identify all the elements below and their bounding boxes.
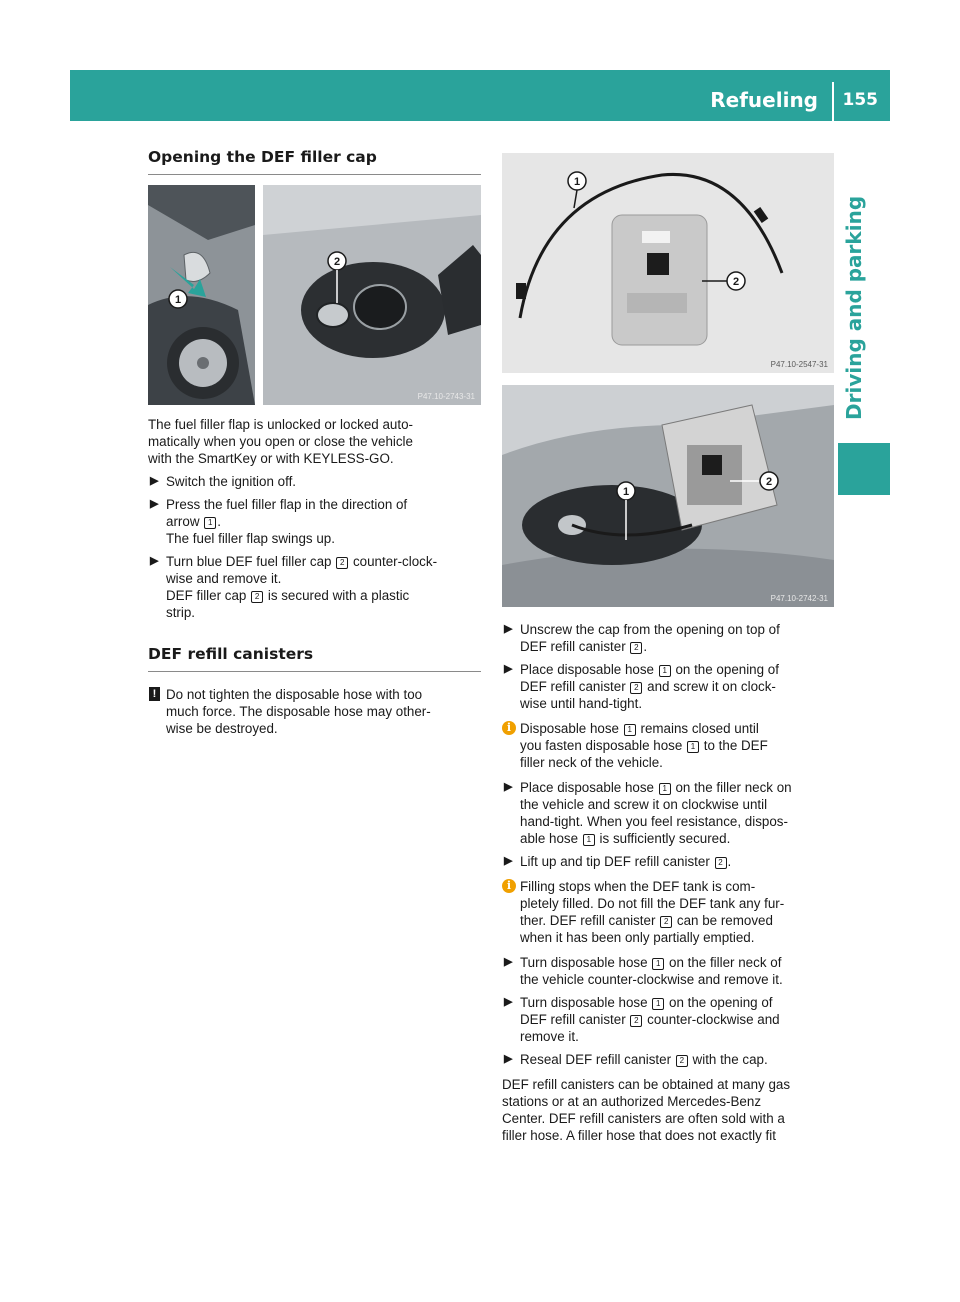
step-turn-hose-off-filler-neck <box>502 954 834 988</box>
callout-number: 1 <box>652 998 664 1010</box>
step-result: The fuel filler flap swings up. <box>166 531 335 546</box>
warning-note <box>148 686 481 737</box>
closing-line: filler hose. A filler hose that does not exactly fit <box>502 1128 776 1143</box>
step-text: on the filler neck of <box>669 955 782 970</box>
step-text: Unscrew the cap from the opening on top of <box>520 622 780 637</box>
step-text: counter-clockwise and <box>647 1012 780 1027</box>
note-text: ther. DEF refill canister <box>520 913 656 928</box>
step-text: with the cap. <box>692 1052 768 1067</box>
note-text: Filling stops when the DEF tank is com- <box>520 879 756 894</box>
callout-number: 1 <box>659 665 671 677</box>
callout-number: 2 <box>336 557 348 569</box>
callout-number: 2 <box>630 682 642 694</box>
right-column <box>502 153 834 1144</box>
callout-number: 1 <box>204 517 216 529</box>
step-text: . <box>643 639 648 654</box>
warning-line: much force. The disposable hose may other- <box>166 704 431 719</box>
closing-line: stations or at an authorized Mercedes-Benz <box>502 1094 762 1109</box>
callout-number: 1 <box>652 958 664 970</box>
closing-line: DEF refill canisters can be obtained at many gas <box>502 1077 791 1092</box>
step-text: Turn disposable hose <box>520 955 648 970</box>
step-text: the vehicle and screw it on clockwise until <box>520 797 768 812</box>
warning-line: wise be destroyed. <box>166 721 278 736</box>
step-unscrew-cap <box>502 621 834 655</box>
step-text: DEF refill canister <box>520 1012 626 1027</box>
step-place-hose-on-filler-neck <box>502 779 834 847</box>
callout-number: 2 <box>660 916 672 928</box>
intro-line: matically when you open or close the vehicle <box>148 434 413 449</box>
step-text: wise and remove it. <box>166 571 282 586</box>
callout-number: 2 <box>715 857 727 869</box>
figure-canister-on-vehicle <box>502 385 834 607</box>
step-arrow-icon: ▶ <box>504 781 513 793</box>
fuel-flap-illustration <box>148 185 481 405</box>
step-text: wise until hand-tight. <box>520 696 643 711</box>
note-text: can be removed <box>676 913 773 928</box>
warning-line: Do not tighten the disposable hose with too <box>166 687 423 702</box>
step-press-flap <box>148 496 481 547</box>
step-arrow-icon: ▶ <box>504 623 513 635</box>
note-text: pletely filled. Do not fill the DEF tank any fur- <box>520 896 785 911</box>
section-heading-def-refill-canisters: DEF refill canisters <box>148 645 481 672</box>
step-text: Turn blue DEF fuel filler cap <box>166 554 332 569</box>
step-text: Place disposable hose <box>520 780 654 795</box>
closing-paragraph <box>502 1076 834 1144</box>
callout-2: 2 <box>333 256 341 268</box>
callout-number: 2 <box>251 591 263 603</box>
callout-1: 1 <box>622 486 630 498</box>
callout-number: 2 <box>630 1015 642 1027</box>
step-text: Place disposable hose <box>520 662 654 677</box>
canister-on-vehicle-illustration <box>502 385 834 607</box>
callout-number: 2 <box>676 1055 688 1067</box>
callout-1: 1 <box>174 294 182 306</box>
warning-icon: ! <box>149 687 160 701</box>
info-icon: i <box>502 879 516 893</box>
note-text: filler neck of the vehicle. <box>520 755 663 770</box>
step-arrow-icon: ▶ <box>504 1053 513 1065</box>
step-arrow-icon: ▶ <box>150 498 159 510</box>
intro-line: The fuel filler flap is unlocked or locked auto- <box>148 417 413 432</box>
figure-code: P47.10-2742-31 <box>770 594 828 603</box>
step-text: . <box>217 514 221 529</box>
chapter-side-label: Driving and parking <box>842 195 866 420</box>
note-text: Disposable hose <box>520 721 620 736</box>
intro-line: with the SmartKey or with KEYLESS-GO. <box>148 451 394 466</box>
callout-number: 1 <box>583 834 595 846</box>
figure-code: P47.10-2547-31 <box>770 360 828 369</box>
step-text: DEF refill canister <box>520 639 626 654</box>
callout-number: 2 <box>630 642 642 654</box>
note-text: when it has been only partially emptied. <box>520 930 755 945</box>
step-place-hose-on-canister <box>502 661 834 712</box>
callout-number: 1 <box>659 783 671 795</box>
step-text: DEF filler cap <box>166 588 247 603</box>
page-title: Refueling <box>710 88 818 112</box>
note-text: to the DEF <box>703 738 768 753</box>
step-switch-ignition-off <box>148 473 481 490</box>
step-arrow-icon: ▶ <box>504 956 513 968</box>
refill-canister-illustration <box>502 153 834 373</box>
header-divider <box>832 82 834 121</box>
step-text: Lift up and tip DEF refill canister <box>520 854 710 869</box>
step-text: on the opening of <box>669 995 773 1010</box>
callout-1: 1 <box>573 176 581 188</box>
step-turn-def-cap <box>148 553 481 621</box>
page-number: 155 <box>842 90 878 110</box>
step-text: hand-tight. When you feel resistance, dispos- <box>520 814 788 829</box>
step-text: counter-clock- <box>352 554 438 569</box>
step-text: is secured with a plastic <box>267 588 410 603</box>
header-bar <box>70 70 890 121</box>
step-text: is sufficiently secured. <box>599 831 731 846</box>
closing-line: Center. DEF refill canisters are often sold with a <box>502 1111 785 1126</box>
step-text: the vehicle counter-clockwise and remove it. <box>520 972 783 987</box>
step-reseal-canister <box>502 1051 834 1068</box>
callout-2: 2 <box>732 276 740 288</box>
step-text: on the filler neck on <box>675 780 792 795</box>
step-text: strip. <box>166 605 196 620</box>
info-note-hose-closed <box>502 720 834 771</box>
callout-number: 1 <box>687 741 699 753</box>
step-text: arrow <box>166 514 200 529</box>
intro-text <box>148 416 481 467</box>
figure-refill-canister <box>502 153 834 373</box>
step-arrow-icon: ▶ <box>504 663 513 675</box>
step-turn-hose-off-canister <box>502 994 834 1045</box>
step-text: Switch the ignition off. <box>166 474 297 489</box>
step-text: Turn disposable hose <box>520 995 648 1010</box>
callout-number: 1 <box>624 724 636 736</box>
step-text: Press the fuel filler flap in the direction of <box>166 497 408 512</box>
chapter-side-block <box>838 443 890 495</box>
callout-2: 2 <box>765 476 773 488</box>
section-heading-opening-def-cap: Opening the DEF filler cap <box>148 148 481 175</box>
step-text: and screw it on clock- <box>647 679 776 694</box>
left-column <box>148 148 481 737</box>
step-text: on the opening of <box>675 662 779 677</box>
step-text: remove it. <box>520 1029 579 1044</box>
step-arrow-icon: ▶ <box>150 475 159 487</box>
note-text: remains closed until <box>640 721 759 736</box>
info-icon: i <box>502 721 516 735</box>
step-arrow-icon: ▶ <box>504 996 513 1008</box>
step-arrow-icon: ▶ <box>504 855 513 867</box>
step-text: Reseal DEF refill canister <box>520 1052 672 1067</box>
step-text: DEF refill canister <box>520 679 626 694</box>
step-text: able hose <box>520 831 579 846</box>
step-lift-and-tip <box>502 853 834 870</box>
step-arrow-icon: ▶ <box>150 555 159 567</box>
info-note-filling-stops <box>502 878 834 946</box>
step-text: . <box>727 854 732 869</box>
figure-fuel-flap <box>148 185 481 405</box>
figure-code: P47.10-2743-31 <box>417 392 475 401</box>
note-text: you fasten disposable hose <box>520 738 683 753</box>
